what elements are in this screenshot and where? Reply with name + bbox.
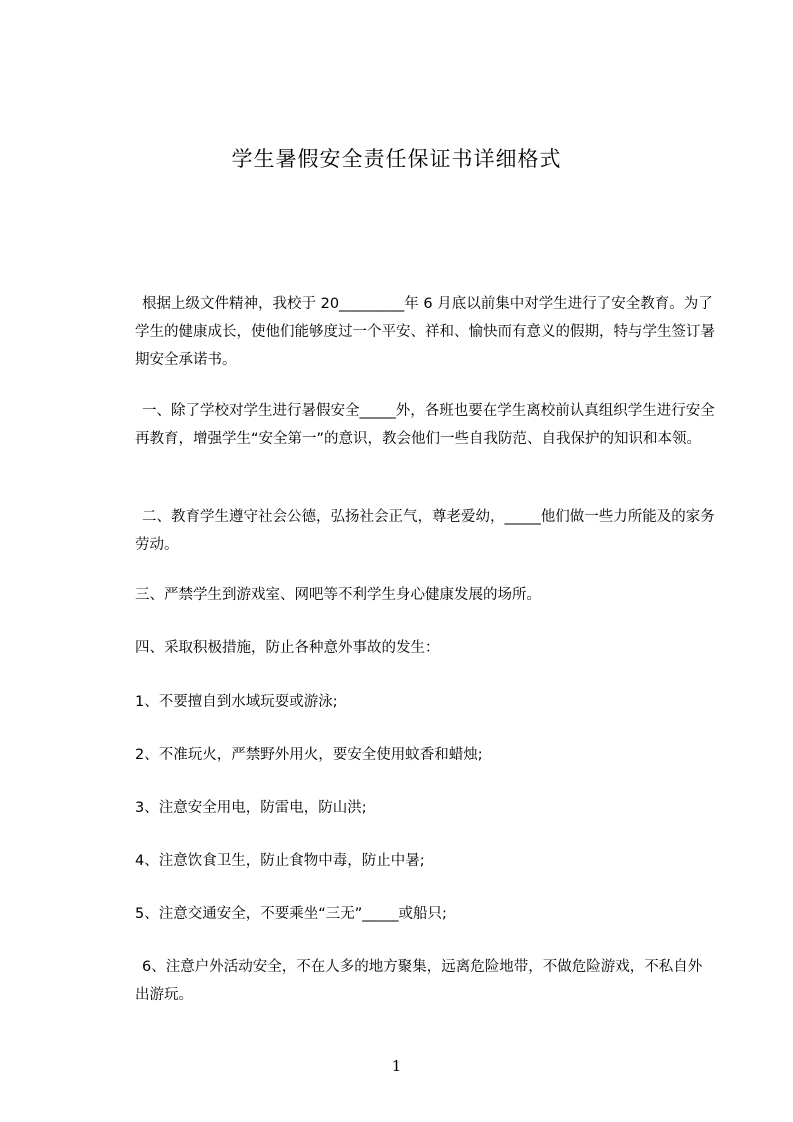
list-item-1: 1、不要擅自到水域玩耍或游泳; bbox=[135, 694, 338, 710]
document-title: 学生暑假安全责任保证书详细格式 bbox=[231, 147, 562, 171]
list-item-2: 2、不准玩火，严禁野外用火，要安全使用蚊香和蜡烛; bbox=[135, 747, 483, 763]
list-item-3: 3、注意安全用电，防雷电，防山洪; bbox=[135, 800, 367, 816]
paragraph-item-3: 三、严禁学生到游戏室、网吧等不利学生身心健康发展的场所。 bbox=[135, 587, 541, 603]
list-item-6: 6、注意户外活动安全，不在人多的地方聚集，远离危险地带，不做危险游戏，不私自外出游玩。 bbox=[135, 959, 703, 1003]
paragraph-item-1: 一、除了学校对学生进行暑假安全_____外，各班也要在学生离校前认真组织学生进行安全再教育，增强学生“安全第一”的意识，教会他们一些自我防范、自我保护的知识和本领。 bbox=[135, 403, 715, 447]
paragraph-item-2: 二、教育学生遵守社会公德，弘扬社会正气，尊老爱幼，_____他们做一些力所能及的家务劳动。 bbox=[135, 509, 715, 553]
list-item-5: 5、注意交通安全，不要乘坐“三无”_____或船只; bbox=[135, 906, 447, 922]
page-number: 1 bbox=[391, 1057, 402, 1075]
list-item-4: 4、注意饮食卫生，防止食物中毒，防止中暑; bbox=[135, 853, 425, 869]
paragraph-intro: 根据上级文件精神，我校于 20_________年 6 月底以前集中对学生进行了安全教育。为了学生的健康成长，使他们能够度过一个平安、祥和、愉快而有意义的假期，特与学生签订暑期安全承诺书。 bbox=[135, 296, 715, 368]
paragraph-item-4: 四、采取积极措施，防止各种意外事故的发生： bbox=[135, 640, 440, 656]
